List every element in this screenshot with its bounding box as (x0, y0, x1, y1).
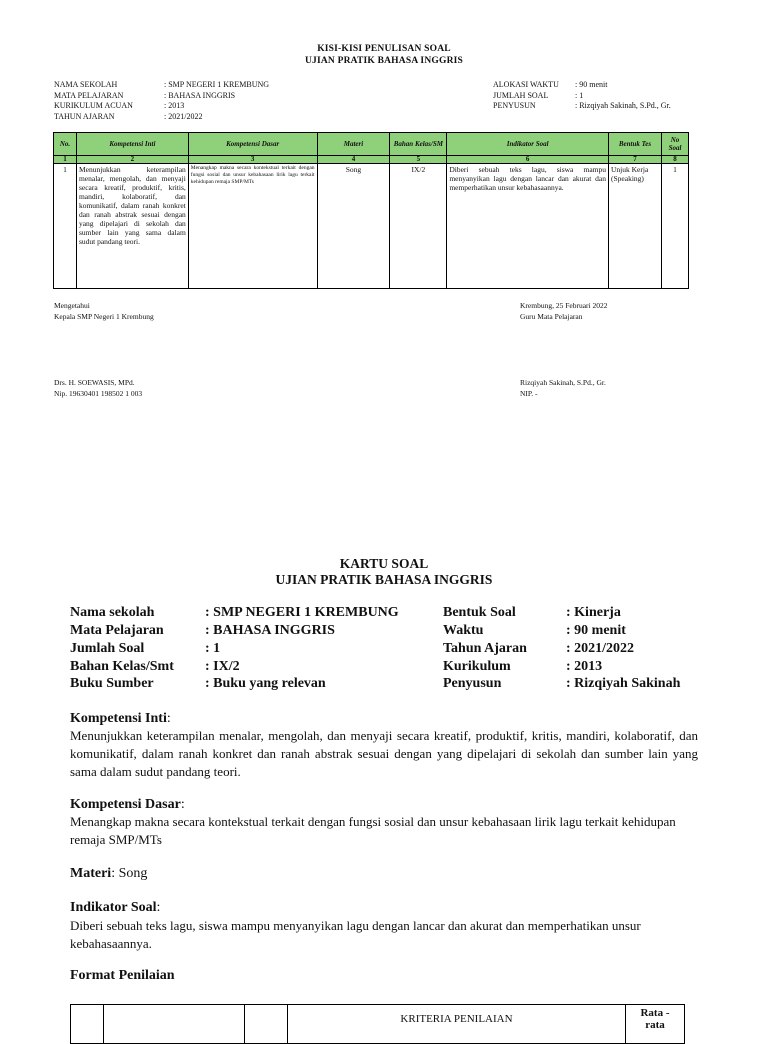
section-kompetensi-inti: Kompetensi Inti: (70, 711, 171, 726)
header-bentuk-tes: Bentuk Tes (609, 133, 662, 156)
format-penilaian-table (70, 1004, 685, 1044)
info-row (493, 101, 713, 112)
info-value: : 2013 (164, 101, 185, 110)
kartu-left-key: Bahan Kelas/Smt (70, 659, 174, 674)
kartu-right-key: Waktu (443, 623, 484, 638)
info-row (54, 91, 314, 102)
kartu-right-value: : Rizqiyah Sakinah (566, 676, 681, 691)
header-kompetensi-inti: Kompetensi Inti (76, 133, 188, 156)
column-number: 5 (390, 156, 447, 164)
signature-right-name-block (520, 377, 606, 399)
header-no-soal: No Soal (661, 133, 688, 156)
column-number: 4 (317, 156, 390, 164)
column-number: 7 (609, 156, 662, 164)
kartu-right-value: : 2021/2022 (566, 641, 635, 656)
format-cell (104, 1005, 245, 1044)
format-header-kriteria: KRITERIA PENILAIAN (288, 1005, 626, 1044)
signature-right-line1: Krembung, 25 Februari 2022 (520, 301, 608, 310)
kartu-left-value: : SMP NEGERI 1 KREMBUNG (205, 605, 399, 620)
kartu-left-value: : 1 (205, 641, 221, 656)
cell-kompetensi-inti: Menunjukkan keterampilan menalar, mengolah, dan menyaji secara kreatif, produktif, kritis, mandiri, kolaboratif, dan komunikatif, dalam ranah konkret dan ranah abstrak sesuai dengan yang dipelajari di sekolah dan sumber lain yang sama dalam sudut pandang teori. (76, 164, 188, 289)
info-key: ALOKASI WAKTU (493, 80, 559, 89)
document-subtitle: UJIAN PRATIK BAHASA INGGRIS (304, 56, 464, 66)
info-key: MATA PELAJARAN (54, 90, 124, 100)
signature-right-name: Rizqiyah Sakinah, S.Pd., Gr. (520, 378, 606, 387)
info-value: : 1 (575, 90, 584, 100)
header-indikator-soal: Indikator Soal (447, 133, 609, 156)
cell-kompetensi-dasar: Menangkap makna secara kontekstual terkait dengan fungsi sosial dan unsur kebahasaan lirik lagu terkait kehidupan remaja SMP/MTs (188, 164, 317, 289)
signature-left-nip: Nip. 19630401 198502 1 003 (54, 389, 143, 398)
kartu-right-value: : 2013 (566, 659, 603, 674)
cell-bentuk-tes: Unjuk Kerja (Speaking) (609, 164, 662, 289)
cell-materi: Song (317, 164, 390, 289)
kompetensi-dasar-label: Kompetensi Dasar (70, 797, 181, 812)
cell-no-soal: 1 (661, 164, 688, 289)
kartu-left-key: Jumlah Soal (70, 641, 145, 656)
kompetensi-inti-label: Kompetensi Inti (70, 711, 167, 726)
cell-kelas: IX/2 (390, 164, 447, 289)
kartu-left-key: Mata Pelajaran (70, 623, 164, 638)
signature-right (520, 300, 607, 322)
table-number-row (54, 156, 689, 164)
document-title: KISI-KISI PENULISAN SOAL (317, 44, 451, 54)
materi-label: Materi (70, 866, 112, 881)
signature-left-name-block (54, 377, 142, 399)
column-number: 2 (76, 156, 188, 164)
header-bahan-kelas: Bahan Kelas/SM (390, 133, 447, 156)
kartu-soal-subtitle: UJIAN PRATIK BAHASA INGGRIS (275, 572, 493, 587)
table-row (71, 1005, 685, 1044)
kartu-soal-title: KARTU SOAL (339, 556, 429, 571)
signature-left-name: Drs. H. SOEWASIS, MPd. (54, 378, 135, 387)
table-row (54, 164, 689, 289)
section-format-penilaian: Format Penilaian (70, 968, 175, 983)
info-key: PENYUSUN (493, 101, 536, 110)
info-row (493, 91, 713, 102)
header-right-info (493, 80, 713, 112)
info-key: KURIKULUM ACUAN (54, 101, 133, 110)
info-row (54, 112, 314, 123)
signature-left (54, 300, 154, 322)
column-number: 1 (54, 156, 77, 164)
kartu-right-key: Tahun Ajaran (443, 641, 527, 656)
kartu-left-value: : Buku yang relevan (205, 676, 326, 691)
section-indikator-soal: Indikator Soal: (70, 900, 161, 915)
column-number: 6 (447, 156, 609, 164)
kompetensi-dasar-text: Menangkap makna secara kontekstual terkait dengan fungsi sosial dan unsur kebahasaan lirik lagu terkait kehidupan remaja SMP/MTs (70, 814, 676, 847)
signature-right-line2: Guru Mata Pelajaran (520, 312, 583, 321)
header-no: No. (54, 133, 77, 156)
format-cell (71, 1005, 104, 1044)
info-value: : 2021/2022 (164, 111, 203, 121)
info-value: : 90 menit (575, 80, 608, 89)
indikator-soal-text: Diberi sebuah teks lagu, siswa mampu menyanyikan lagu dengan lancar dan akurat dan memperhatikan unsur kebahasaannya. (70, 918, 641, 951)
kompetensi-inti-text: Menunjukkan keterampilan menalar, mengolah, dan menyaji secara kreatif, produktif, kritis, mandiri, kolaboratif, dan komunikatif, dalam ranah konkret dan ranah abstrak sesuai dengan yang dipelajari di sekolah dan sumber lain yang sama dalam sudut pandang teori. (70, 728, 698, 779)
info-key: JUMLAH SOAL (493, 90, 549, 100)
kartu-right-value: : Kinerja (566, 605, 621, 620)
materi-value: Song (118, 866, 148, 881)
kartu-right-key: Kurikulum (443, 659, 511, 674)
header-kompetensi-dasar: Kompetensi Dasar (188, 133, 317, 156)
section-kompetensi-dasar: Kompetensi Dasar: (70, 797, 185, 812)
cell-indikator: Diberi sebuah teks lagu, siswa mampu menyanyikan lagu dengan lancar dan akurat dan memperhatikan unsur kebahasaannya. (447, 164, 609, 289)
kartu-left-key: Nama sekolah (70, 605, 155, 620)
cell-no: 1 (54, 164, 77, 289)
kisi-kisi-table (53, 132, 689, 289)
format-header-rata: Rata - rata (626, 1005, 685, 1044)
info-key: TAHUN AJARAN (54, 111, 115, 121)
column-number: 3 (188, 156, 317, 164)
indikator-soal-label: Indikator Soal (70, 900, 157, 915)
info-row (493, 80, 713, 91)
info-value: : BAHASA INGGRIS (164, 90, 236, 100)
signature-right-nip: NIP. - (520, 389, 538, 398)
info-row (54, 101, 314, 112)
table-header-row (54, 133, 689, 156)
kartu-right-key: Penyusun (443, 676, 502, 691)
header-materi: Materi (317, 133, 390, 156)
info-key: NAMA SEKOLAH (54, 80, 118, 89)
kartu-right-key: Bentuk Soal (443, 605, 516, 620)
info-value: : SMP NEGERI 1 KREMBUNG (164, 80, 270, 89)
section-materi: Materi: Song (70, 866, 148, 881)
kartu-left-key: Buku Sumber (70, 676, 154, 691)
kartu-right-value: : 90 menit (566, 623, 626, 638)
info-value: : Rizqiyah Sakinah, S.Pd., Gr. (575, 101, 671, 110)
kartu-left-value: : IX/2 (205, 659, 240, 674)
signature-left-line2: Kepala SMP Negeri 1 Krembung (54, 312, 154, 321)
header-left-info (54, 80, 314, 122)
signature-left-line1: Mengetahui (54, 301, 90, 310)
column-number: 8 (661, 156, 688, 164)
format-cell (245, 1005, 288, 1044)
info-row (54, 80, 314, 91)
kartu-left-value: : BAHASA INGGRIS (205, 623, 335, 638)
